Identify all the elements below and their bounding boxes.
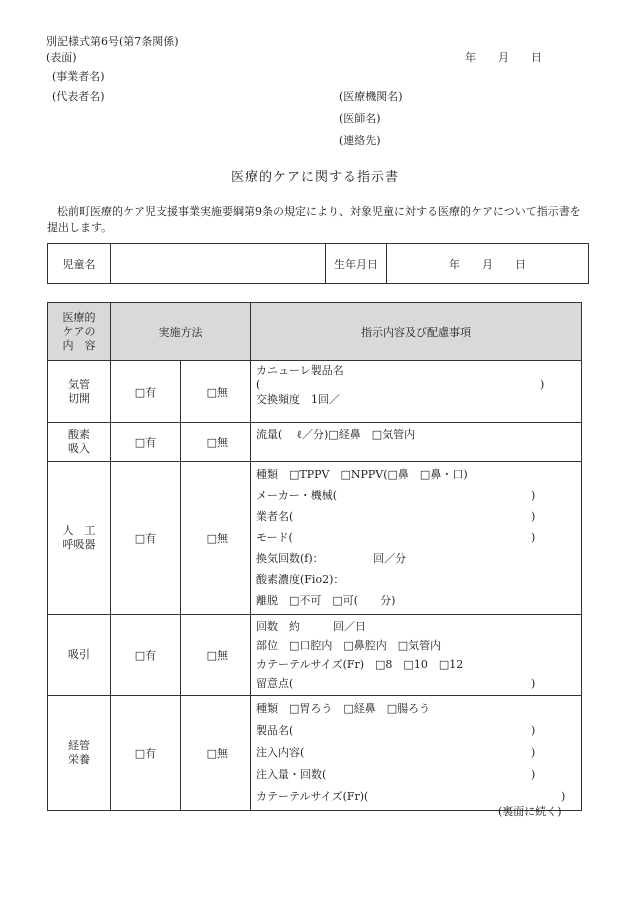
closing-paren: ) — [531, 724, 536, 737]
instruction-line: 留意点( ) — [256, 674, 581, 693]
care-name: 人 工 呼吸器 — [48, 462, 111, 615]
header-method: 実施方法 — [111, 303, 251, 361]
instruction-details[interactable] — [251, 361, 582, 423]
closing-paren: ) — [531, 768, 536, 781]
method-no-checkbox[interactable]: □無 — [181, 361, 251, 423]
instruction-line: 注入量・回数( ) — [256, 764, 581, 786]
instruction-line: 種類 □TPPV □NPPV(□鼻 □鼻・口) — [256, 468, 468, 481]
instruction-line: 製品名( ) — [256, 720, 581, 742]
care-name: 経管 栄養 — [48, 696, 111, 811]
closing-paren: ) — [531, 531, 536, 544]
representative-label: (代表者名) — [52, 90, 105, 103]
continued-note: (裏面に続く) — [498, 805, 562, 818]
birth-date-label: 生年月日 — [326, 244, 387, 284]
instruction-details[interactable] — [251, 615, 582, 696]
method-no-checkbox[interactable]: □無 — [181, 696, 251, 811]
closing-paren: ) — [531, 746, 536, 759]
instruction-line: 種類 □胃ろう □経鼻 □腸ろう — [256, 702, 431, 715]
child-info-table — [47, 243, 589, 284]
method-yes-checkbox[interactable]: □有 — [111, 462, 181, 615]
instruction-line: 注入内容( ) — [256, 742, 581, 764]
care-row — [48, 696, 582, 811]
header-instructions: 指示内容及び配慮事項 — [251, 303, 582, 361]
instruction-line: カニューレ製品名 — [256, 364, 344, 377]
instruction-line: ( ) — [256, 378, 545, 391]
contact-label: (連絡先) — [339, 134, 381, 147]
doctor-name-label: (医師名) — [339, 112, 381, 125]
care-name: 吸引 — [48, 615, 111, 696]
instruction-line: モード( ) — [256, 527, 581, 548]
care-row — [48, 462, 582, 615]
method-no-checkbox[interactable]: □無 — [181, 462, 251, 615]
method-no-checkbox[interactable]: □無 — [181, 423, 251, 462]
method-yes-checkbox[interactable]: □有 — [111, 361, 181, 423]
intro-paragraph: 松前町医療的ケア児支援事業実施要綱第9条の規定により、対象児童に対する医療的ケアについて指示書を提出します。 — [47, 205, 581, 234]
care-name: 酸素 吸入 — [48, 423, 111, 462]
method-yes-checkbox[interactable]: □有 — [111, 615, 181, 696]
instruction-line: カテーテルサイズ(Fr)( ) — [256, 786, 581, 808]
document-title: 医療的ケアに関する指示書 — [230, 170, 399, 185]
care-row — [48, 361, 582, 423]
closing-paren: ) — [531, 677, 536, 690]
header-care-content — [48, 303, 111, 361]
instruction-line: 酸素濃度(Fio2)： — [256, 573, 345, 586]
date-field: 年 月 日 — [465, 51, 542, 64]
instruction-line: 換気回数(f)： 回／分 — [256, 552, 407, 565]
instruction-line: 離脱 □不可 □可( 分) — [256, 594, 396, 607]
birth-date-field[interactable]: 年 月 日 — [387, 244, 589, 284]
closing-paren: ) — [561, 790, 566, 803]
instruction-details[interactable] — [251, 423, 582, 462]
method-no-checkbox[interactable]: □無 — [181, 615, 251, 696]
instruction-details[interactable] — [251, 696, 582, 811]
instruction-line: 部位 □口腔内 □鼻腔内 □気管内 — [256, 639, 442, 652]
header-care-text: 医療的 ケアの 内 容 — [62, 310, 96, 352]
child-name-field[interactable] — [111, 244, 326, 284]
instruction-line: メーカー・機械( ) — [256, 485, 581, 506]
instruction-line: 交換頻度 1回／ — [256, 393, 340, 406]
medical-care-table — [47, 302, 582, 811]
method-yes-checkbox[interactable]: □有 — [111, 423, 181, 462]
instruction-line: 回数 約 回／日 — [256, 620, 366, 633]
instruction-details[interactable] — [251, 462, 582, 615]
care-name: 気管 切開 — [48, 361, 111, 423]
instruction-line: 業者名( ) — [256, 506, 581, 527]
closing-paren: ) — [531, 489, 536, 502]
method-yes-checkbox[interactable]: □有 — [111, 696, 181, 811]
child-name-label: 児童名 — [48, 244, 111, 284]
side-label: (表面) — [46, 51, 77, 64]
closing-paren: ) — [531, 510, 536, 523]
form-number: 別記様式第6号(第7条関係) — [46, 35, 179, 48]
instruction-line: 流量( ℓ／分)□経鼻 □気管内 — [256, 428, 416, 441]
care-row — [48, 423, 582, 462]
medical-institution-label: (医療機関名) — [339, 90, 403, 103]
business-name-label: (事業者名) — [52, 70, 105, 83]
instruction-line: カテーテルサイズ(Fr) □8 □10 □12 — [256, 658, 464, 671]
care-row — [48, 615, 582, 696]
closing-paren: ) — [540, 378, 545, 391]
